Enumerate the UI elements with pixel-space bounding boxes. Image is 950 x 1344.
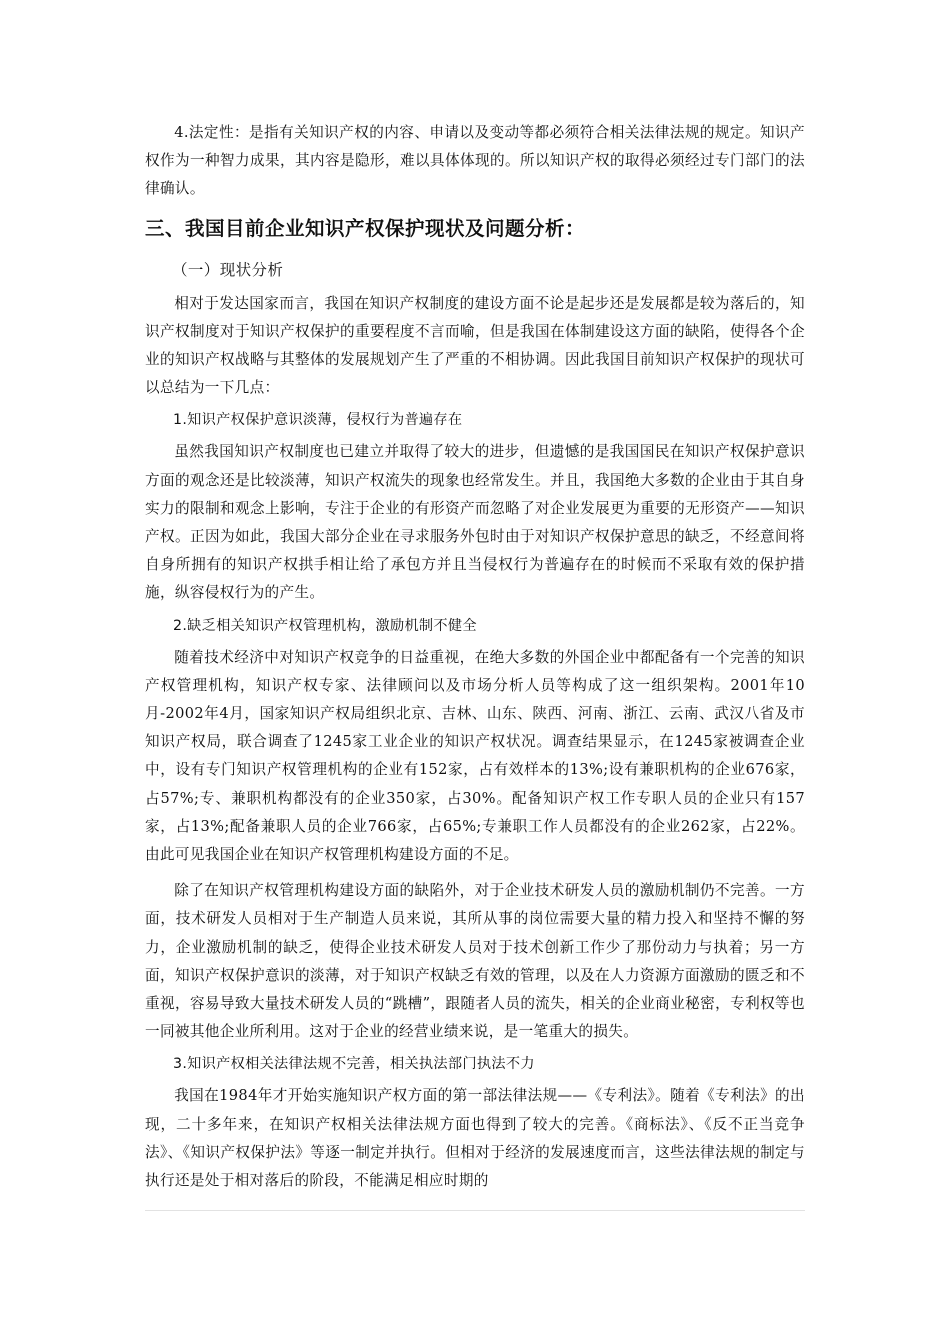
item-heading-2: 2.缺乏相关知识产权管理机构，激励机制不健全	[173, 617, 477, 634]
section-heading-3: 三、我国目前企业知识产权保护现状及问题分析：	[145, 216, 586, 240]
paragraph-awareness: 虽然我国知识产权制度也已建立并取得了较大的进步，但遗憾的是我国国民在知识产权保护意识方面的观念还是比较淡薄，知识产权流失的现象也经常发生。并且，我国绝大多数的企业由于其自身实力的限制和观念上影响，专注于企业的有形资产而忽略了对企业发展更为重要的无形资产——知识产权。正因为如此，我国大部分企业在寻求服务外包时由于对知识产权保护意思的缺乏，不经意间将自身所拥有的知识产权拱手相让给了承包方并且当侵权行为普遍存在的时候而不采取有效的保护措施，纵容侵权行为的产生。	[145, 443, 805, 602]
item-heading-3: 3.知识产权相关法律法规不完善，相关执法部门执法不力	[173, 1056, 535, 1073]
document-body	[145, 119, 805, 1195]
page-bottom-divider	[145, 1210, 805, 1211]
paragraph-status-intro: 相对于发达国家而言，我国在知识产权制度的建设方面不论是起步还是发展都是较为落后的，知识产权制度对于知识产权保护的重要程度不言而喻，但是我国在体制建设这方面的缺陷，使得各个企业的知识产权战略与其整体的发展规划产生了严重的不相协调。因此我国目前知识产权保护的现状可以总结为一下几点：	[145, 294, 805, 397]
item-heading-1: 1.知识产权保护意识淡薄，侵权行为普遍存在	[173, 412, 463, 429]
paragraph-laws: 我国在1984年才开始实施知识产权方面的第一部法律法规——《专利法》。随着《专利法》的出现，二十多年来，在知识产权相关法律法规方面也得到了较大的完善。《商标法》、《反不正当竞争法》、《知识产权保护法》等逐一制定并执行。但相对于经济的发展速度而言，这些法律法规的制定与执行还是处于相对落后的阶段，不能满足相应时期的	[145, 1087, 805, 1190]
subsection-heading-status: （一）现状分析	[172, 260, 284, 279]
paragraph-incentive: 除了在知识产权管理机构建设方面的缺陷外，对于企业技术研发人员的激励机制仍不完善。一方面，技术研发人员相对于生产制造人员来说，其所从事的岗位需要大量的精力投入和坚持不懈的努力，企业激励机制的缺乏，使得企业技术研发人员对于技术创新工作少了那份动力与执着；另一方面，知识产权保护意识的淡薄，对于知识产权缺乏有效的管理，以及在人力资源方面激励的匮乏和不重视，容易导致大量技术研发人员的“跳槽”，跟随者人员的流失，相关的企业商业秘密，专利权等也一同被其他企业所利用。这对于企业的经营业绩来说，是一笔重大的损失。	[145, 882, 805, 1041]
paragraph-legality: 4.法定性：是指有关知识产权的内容、申请以及变动等都必须符合相关法律法规的规定。知识产权作为一种智力成果，其内容是隐形，难以具体体现的。所以知识产权的取得必须经过专门部门的法律确认。	[145, 124, 805, 198]
paragraph-management: 随着技术经济中对知识产权竞争的日益重视，在绝大多数的外国企业中都配备有一个完善的知识产权管理机构，知识产权专家、法律顾问以及市场分析人员等构成了这一组织架构。2001年10月-2002年4月，国家知识产权局组织北京、吉林、山东、陕西、河南、浙江、云南、武汉八省及市知识产权局，联合调查了1245家工业企业的知识产权状况。调查结果显示，在1245家被调查企业中，设有专门知识产权管理机构的企业有152家，占有效样本的13%;设有兼职机构的企业676家，占57%;专、兼职机构都没有的企业350家，占30%。配备知识产权工作专职人员的企业只有157家，占13%;配备兼职人员的企业766家，占65%;专兼职工作人员都没有的企业262家，占22%。由此可见我国企业在知识产权管理机构建设方面的不足。	[145, 648, 805, 864]
